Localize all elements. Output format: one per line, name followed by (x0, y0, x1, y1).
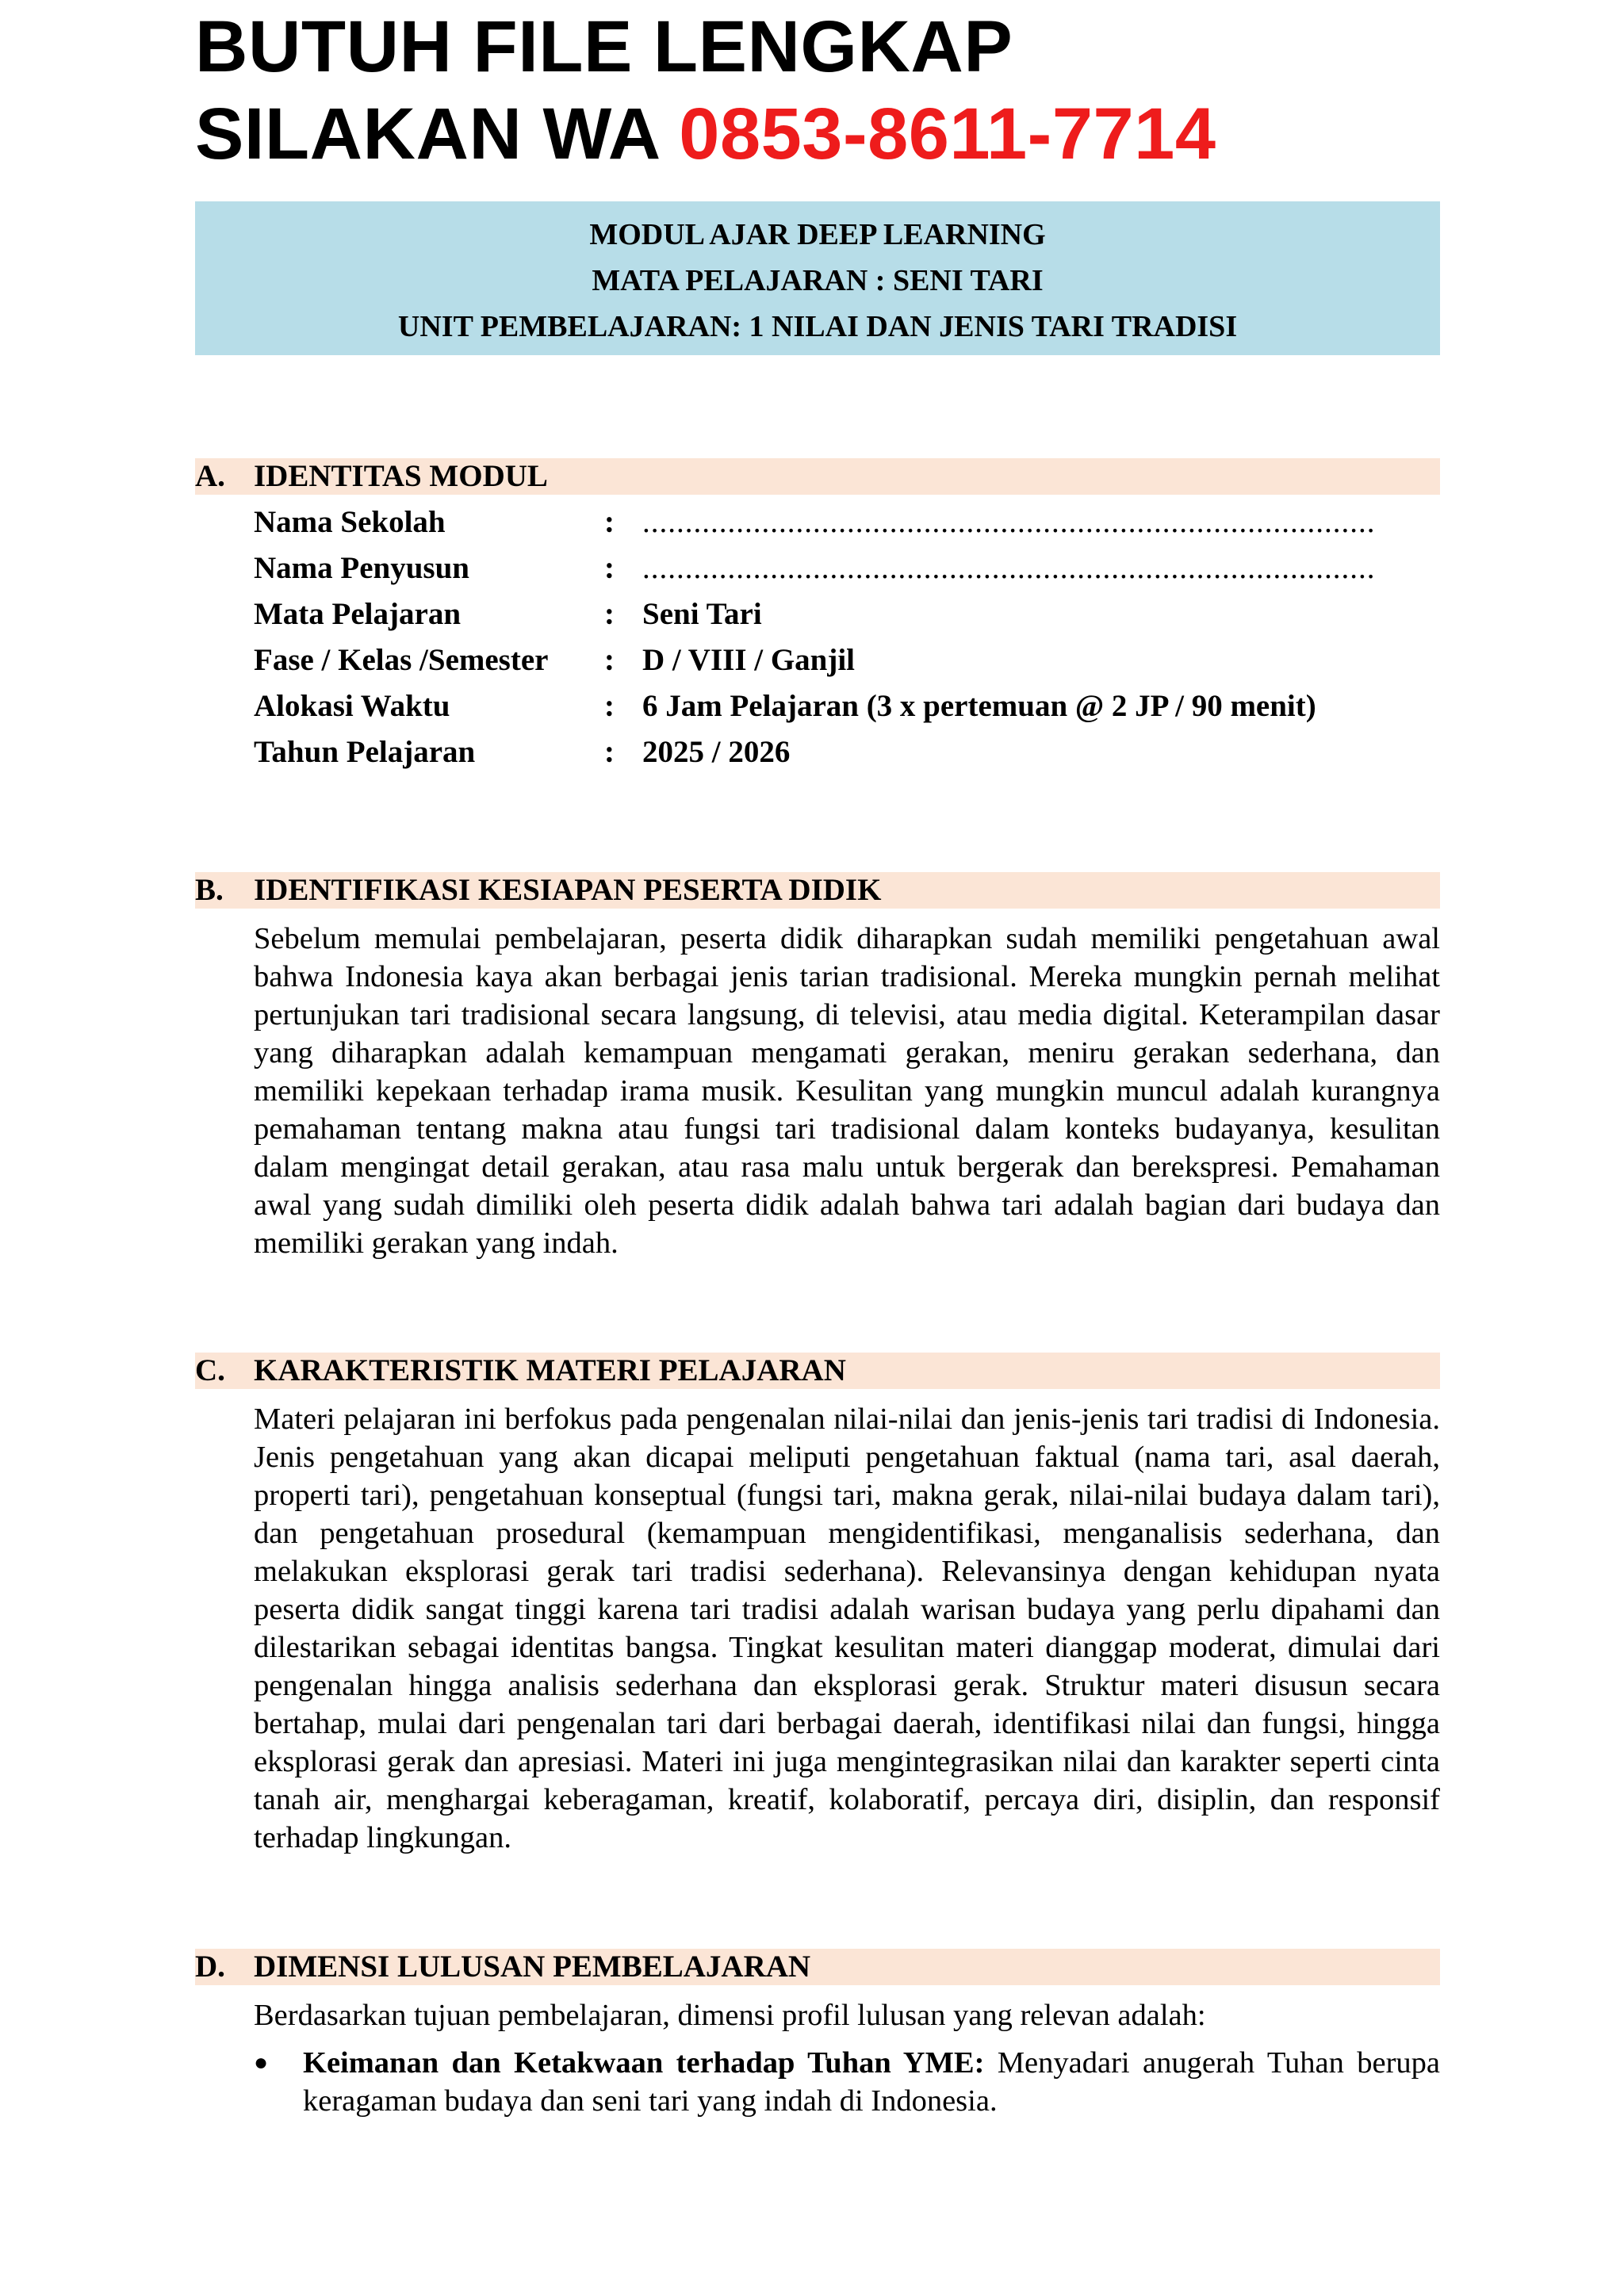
identity-colon: : (604, 551, 615, 585)
section-d-intro: Berdasarkan tujuan pembelajaran, dimensi profil lulusan yang relevan adalah: (254, 1999, 1206, 2032)
list-item-bold: Keimanan dan Ketakwaan terhadap Tuhan YME: (303, 2046, 985, 2080)
identity-value: ...................................................................................... (642, 551, 1376, 585)
section-d-title: DIMENSI LULUSAN PEMBELAJARAN (254, 1950, 811, 1984)
section-b-heading (195, 872, 1440, 909)
identity-label: Nama Penyusun (254, 551, 469, 585)
identity-value: 6 Jam Pelajaran (3 x pertemuan @ 2 JP / 90 menit) (642, 689, 1316, 723)
identity-value: ...................................................................................... (642, 505, 1376, 539)
identity-label: Mata Pelajaran (254, 597, 462, 631)
promo-phone-number: 0853-8611-7714 (679, 94, 1216, 174)
identity-value: Seni Tari (642, 597, 762, 631)
module-title-box (195, 201, 1440, 355)
identity-colon: : (604, 643, 615, 677)
module-title-line-3: UNIT PEMBELAJARAN: 1 NILAI DAN JENIS TARI TRADISI (397, 310, 1238, 343)
section-b-title: IDENTIFIKASI KESIAPAN PESERTA DIDIK (254, 873, 882, 907)
identity-label: Fase / Kelas /Semester (254, 643, 549, 677)
section-c-title: KARAKTERISTIK MATERI PELAJARAN (254, 1353, 846, 1387)
identity-colon: : (604, 689, 615, 723)
identity-label: Nama Sekolah (254, 505, 446, 539)
section-c-letter: C. (195, 1353, 225, 1387)
identity-label: Tahun Pelajaran (254, 735, 476, 769)
section-a-letter: A. (195, 459, 225, 493)
section-a-heading (195, 458, 1440, 495)
promo-line-2 (195, 89, 1216, 179)
section-a-title: IDENTITAS MODUL (254, 459, 548, 493)
promo-line-1: BUTUH FILE LENGKAP (195, 6, 1013, 87)
list-item-text (303, 2044, 1440, 2120)
module-title-line-2: MATA PELAJARAN : SENI TARI (592, 264, 1044, 297)
section-d-letter: D. (195, 1950, 225, 1984)
identity-colon: : (604, 597, 615, 631)
bullet-dot-icon: ● (254, 2049, 269, 2076)
list-item-desc: Menyadari anugerah Tuhan berupa keragaman budaya dan seni tari yang indah di Indonesia. (303, 2046, 1440, 2118)
identity-value: D / VIII / Ganjil (642, 643, 856, 677)
identity-colon: : (604, 735, 615, 769)
section-c-paragraph: Materi pelajaran ini berfokus pada pengenalan nilai-nilai dan jenis-jenis tari tradisi di Indonesia. Jenis pengetahuan yang akan dicapai meliputi pengetahuan faktual (nama tari, asal daerah, properti tari), pengetahuan konseptual (fungsi tari, makna gerak, nilai-nilai budaya dalam tari), dan pengetahuan prosedural (kemampuan mengidentifikasi, menganalisis sederhana, dan melakukan eksplorasi gerak tari tradisi sederhana). Relevansinya dengan kehidupan nyata peserta didik sangat tinggi karena tari tradisi adalah warisan budaya yang perlu dipahami dan dilestarikan sebagai identitas bangsa. Tingkat kesulitan materi dianggap moderat, dimulai dari pengenalan hingga analisis sederhana dan eksplorasi gerak. Struktur materi disusun secara bertahap, mulai dari pengenalan tari dari berbagai daerah, identifikasi nilai dan fungsi, hingga eksplorasi gerak dan apresiasi. Materi ini juga mengintegrasikan nilai dan karakter seperti cinta tanah air, menghargai keberagaman, kreatif, kolaboratif, percaya diri, disiplin, dan responsif terhadap lingkungan. (254, 1402, 1440, 1854)
module-title-line-1: MODUL AJAR DEEP LEARNING (589, 218, 1046, 251)
identity-colon: : (604, 505, 615, 539)
identity-label: Alokasi Waktu (254, 689, 450, 723)
section-b-letter: B. (195, 873, 224, 907)
section-c-heading (195, 1353, 1440, 1389)
section-d-heading (195, 1949, 1440, 1985)
promo-line-2-prefix: SILAKAN WA (195, 94, 680, 174)
section-b-paragraph: Sebelum memulai pembelajaran, peserta didik diharapkan sudah memiliki pengetahuan awal bahwa Indonesia kaya akan berbagai jenis tarian tradisional. Mereka mungkin pernah melihat pertunjukan tari tradisional secara langsung, di televisi, atau media digital. Keterampilan dasar yang diharapkan adalah kemampuan mengamati gerakan, meniru gerakan sederhana, dan memiliki kepekaan terhadap irama musik. Kesulitan yang mungkin muncul adalah kurangnya pemahaman tentang makna atau fungsi tari tradisional dalam konteks budayanya, kesulitan dalam mengingat detail gerakan, atau rasa malu untuk bergerak dan berekspresi. Pemahaman awal yang sudah dimiliki oleh peserta didik adalah bahwa tari adalah bagian dari budaya dan memiliki gerakan yang indah. (254, 922, 1440, 1260)
identity-value: 2025 / 2026 (642, 735, 791, 769)
